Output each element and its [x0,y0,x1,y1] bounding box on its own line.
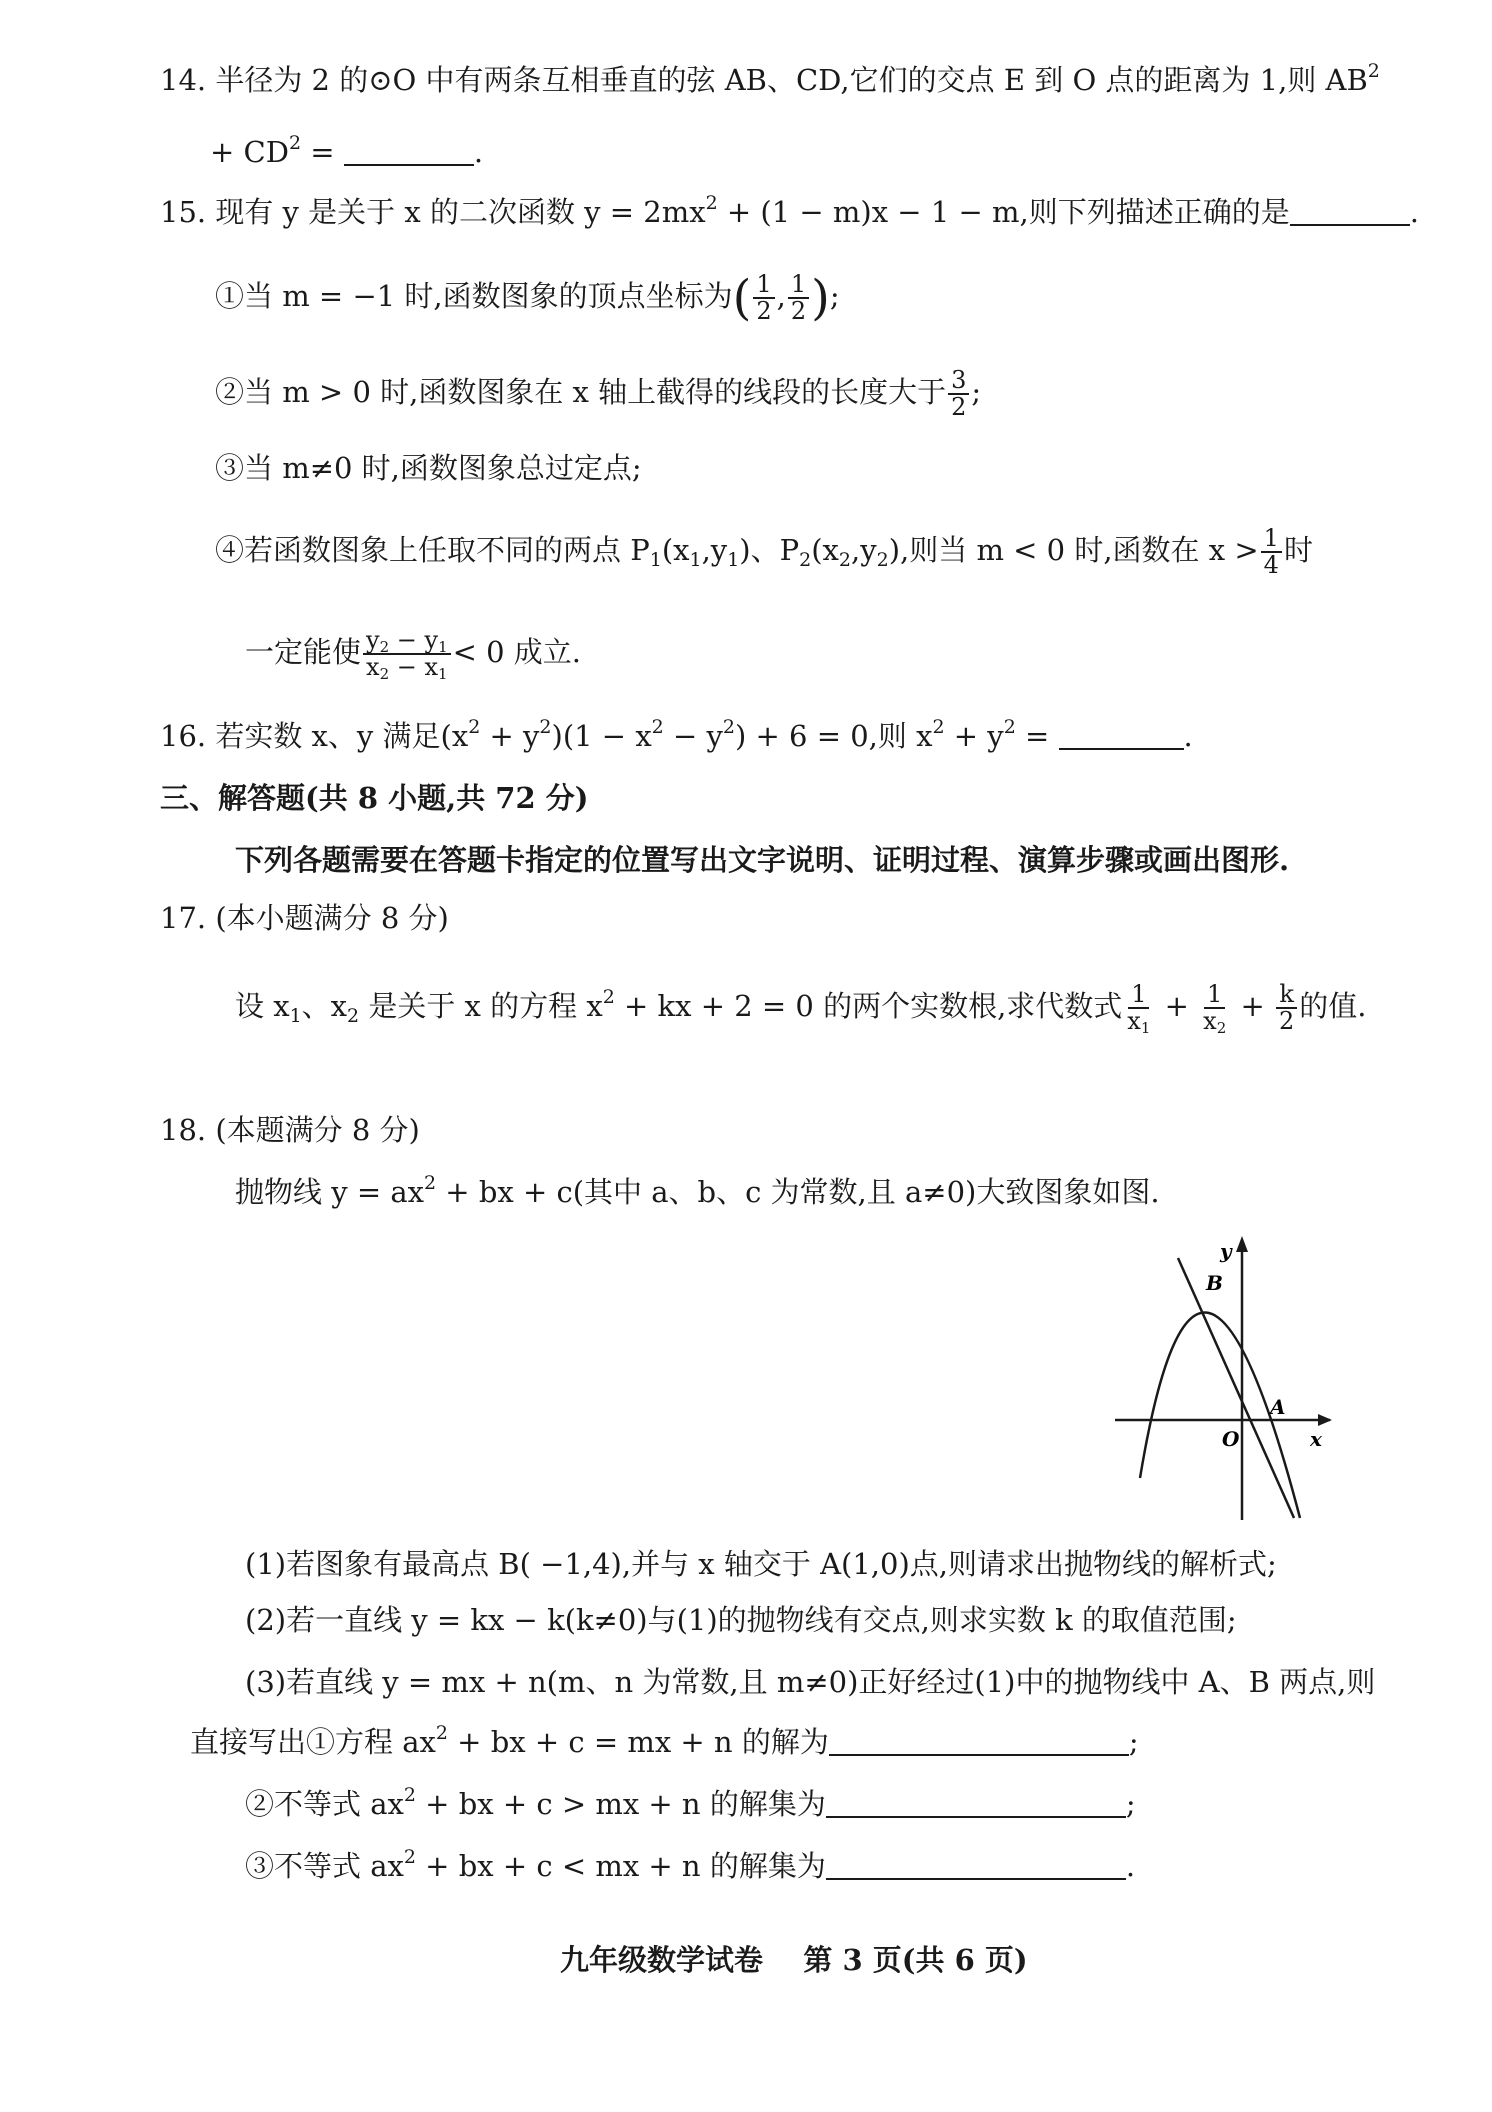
q18-part-1: (1)若图象有最高点 B( −1,4),并与 x 轴交于 A(1,0)点,则请求出抛物线的解析式; [245,1547,1277,1581]
q14-line2: + $CD^2$ = . [210,132,484,169]
section-3-heading: 三、解答题(共 8 小题,共 72 分) [160,781,589,815]
q18-sub2-answer-blank[interactable] [826,1786,1126,1818]
reciprocal-x1-fraction: $\frac{1}{x_1}$ [1127,980,1151,1037]
q15-option-4: ④若函数图象上任取不同的两点 $P_1(x_1,y_1)$、$P_2(x_2,y_2)$,则当 m < 0 时,函数在 x > $\frac{1}{4}$ 时 [215,524,1313,579]
q18-sub-1: 直接写出①方程 $ax^2$ + bx + c = mx + n 的解为 ; [190,1722,1139,1759]
q18-sub3-answer-blank[interactable] [826,1848,1126,1880]
straight-line [1178,1258,1294,1518]
q18-title: 18. (本题满分 8 分) [160,1113,420,1147]
label-x: x [1310,1427,1322,1451]
quarter-fraction: $\frac{1}{4}$ [1261,526,1282,578]
q18-part-3: (3)若直线 y = mx + n(m、n 为常数,且 m≠0)正好经过(1)中的抛物线中 A、B 两点,则 [245,1665,1376,1699]
q15-option-3: ③当 m≠0 时,函数图象总过定点; [215,451,642,485]
section-3-instruction: 下列各题需要在答题卡指定的位置写出文字说明、证明过程、演算步骤或画出图形. [235,843,1290,877]
q15-option-4-line2: 一定能使 $\frac{y_2 - y_1}{x_2 - x_1}$ < 0 成立. [245,626,582,683]
q18-sub1-answer-blank[interactable] [829,1724,1129,1756]
slope-fraction: $\frac{y_2 - y_1}{x_2 - x_1}$ [363,628,451,680]
label-o: O [1222,1427,1240,1451]
q16-text: 16. 若实数 x、y 满足$(x^2 + y^2)(1 - x^2 - y^2) + 6 = 0$,则 $x^2 + y^2$ = . [160,716,1193,753]
k-half-fraction: $\frac{k}{2}$ [1276,982,1297,1034]
half-fraction: $\frac{1}{2}$ [788,272,809,324]
three-halves-fraction: $\frac{3}{2}$ [948,368,969,420]
page-footer: 九年级数学试卷 第 3 页(共 6 页) [560,1943,1028,1977]
q18-sub-3: ③不等式 $ax^2$ + bx + c < mx + n 的解集为 . [245,1846,1136,1883]
y-axis-arrow [1236,1236,1248,1252]
q15-option-2: ②当 m > 0 时,函数图象在 x 轴上截得的线段的长度大于 $\frac{3}{2}$ ; [215,366,982,421]
q14-answer-blank[interactable] [344,134,474,166]
label-y: y [1220,1239,1232,1263]
half-fraction: $\frac{1}{2}$ [753,272,774,324]
label-a: A [1270,1395,1286,1419]
reciprocal-x2-fraction: $\frac{1}{x_2}$ [1203,980,1227,1037]
q17-text: 设 $x_1$、$x_2$ 是关于 x 的方程 $x^2$ + kx + 2 = 0 的两个实数根,求代数式 $\frac{1}{x_1}$ + $\frac{1}{x_2}$ + $\frac{k}{2}$ 的值. [235,980,1367,1037]
label-b: B [1206,1271,1223,1295]
q14-line1: 14. 半径为 2 的⊙O 中有两条互相垂直的弦 AB、CD,它们的交点 E 到 O 点的距离为 1,则 $AB^2$ [160,60,1380,97]
q15-option-1: ①当 m = −1 时,函数图象的顶点坐标为( $\frac{1}{2}$ , $\frac{1}{2}$ ); [215,270,840,326]
x-axis-arrow [1318,1414,1332,1426]
q17-title: 17. (本小题满分 8 分) [160,901,449,935]
q16-answer-blank[interactable] [1059,718,1184,750]
q18-intro: 抛物线 $y = ax^2$ + bx + c(其中 a、b、c 为常数,且 a≠0)大致图象如图. [235,1172,1160,1209]
q18-part-2: (2)若一直线 y = kx − k(k≠0)与(1)的抛物线有交点,则求实数 k 的取值范围; [245,1603,1237,1637]
q15-answer-blank[interactable] [1290,194,1410,226]
parabola-graph [1110,1228,1340,1528]
q15-stem: 15. 现有 y 是关于 x 的二次函数 $y = 2mx^2 + (1 - m)x - 1 - m$,则下列描述正确的是 . [160,192,1419,229]
q18-sub-2: ②不等式 $ax^2$ + bx + c > mx + n 的解集为 ; [245,1784,1136,1821]
